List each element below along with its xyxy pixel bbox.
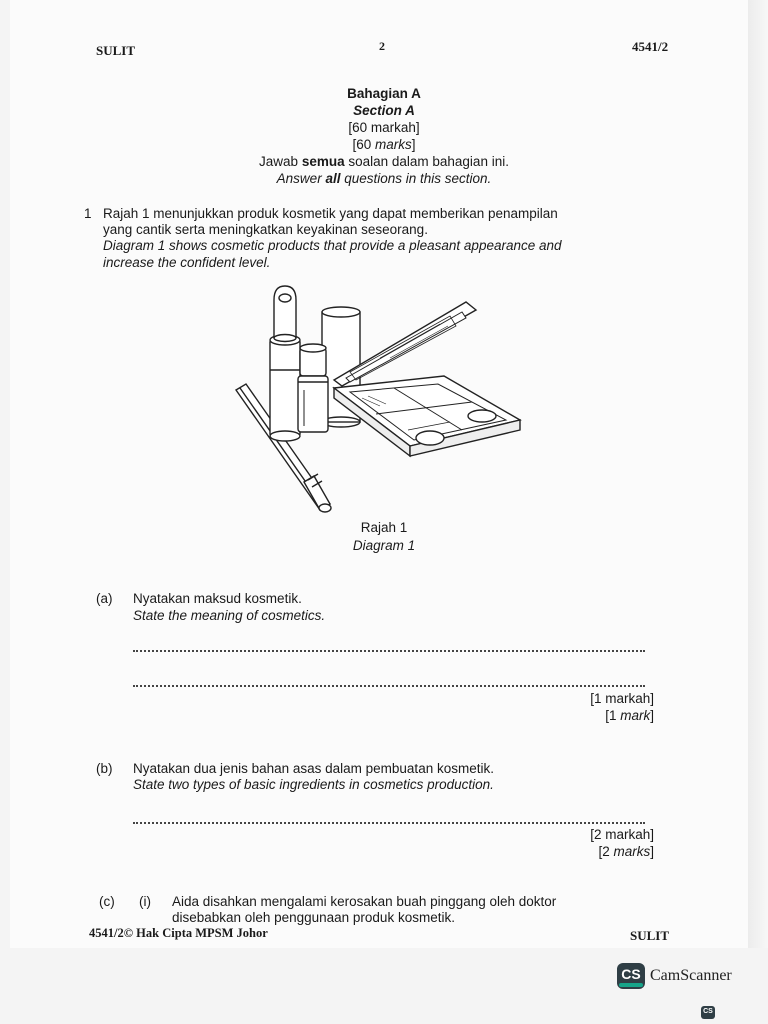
lipstick-icon [270, 286, 300, 441]
part-b-marks-ms: [2 markah] [590, 827, 654, 842]
camscanner-small-icon: CS [701, 1006, 715, 1019]
part-b-question-ms: Nyatakan dua jenis bahan asas dalam pembuatan kosmetik. [133, 761, 494, 776]
mascara-bottle-icon [298, 344, 328, 432]
question-line-en-2: increase the confident level. [103, 255, 271, 270]
footer-sulit: SULIT [630, 928, 670, 943]
camscanner-label: CamScanner [650, 967, 732, 984]
part-a-question-en: State the meaning of cosmetics. [133, 608, 326, 623]
section-title-ms: Bahagian A [347, 86, 421, 101]
paper-code: 4541/2 [632, 39, 669, 54]
part-a-label: (a) [96, 591, 113, 606]
question-line-en-1: Diagram 1 shows cosmetic products that provide a pleasant appearance and [103, 238, 562, 253]
eyeshadow-palette-icon [334, 376, 520, 456]
part-b-answer-line[interactable] [133, 822, 645, 824]
instruction-en: Answer all questions in this section. [276, 171, 492, 186]
diagram-caption-en: Diagram 1 [352, 538, 416, 553]
part-a-marks-ms: [1 markah] [590, 691, 654, 706]
part-b-question-en: State two types of basic ingredients in cosmetics production. [133, 777, 494, 792]
part-a-answer-line-2[interactable] [133, 685, 645, 687]
footer-copyright: 4541/2© Hak Cipta MPSM Johor [89, 926, 268, 940]
part-b-label: (b) [96, 761, 113, 776]
question-line-ms-2: yang cantik serta meningkatkan keyakinan seseorang. [103, 222, 428, 237]
part-a-marks-en: [1 mark] [605, 708, 654, 723]
part-c-line-2: disebabkan oleh penggunaan produk kosmetik. [172, 910, 455, 925]
section-marks-en: [60 marks] [352, 137, 416, 152]
page-number: 2 [379, 39, 385, 53]
section-marks-ms: [60 markah] [348, 120, 420, 135]
part-c-subpart-label: (i) [139, 894, 151, 909]
instruction-ms: Jawab semua soalan dalam bahagian ini. [259, 154, 509, 169]
cosmetics-diagram [230, 280, 530, 520]
header-sulit: SULIT [96, 43, 136, 58]
part-a-answer-line-1[interactable] [133, 650, 645, 652]
part-a-question-ms: Nyatakan maksud kosmetik. [133, 591, 302, 606]
part-c-line-1: Aida disahkan mengalami kerosakan buah pinggang oleh doktor [172, 894, 557, 909]
camscanner-logo-icon: CS [617, 963, 645, 989]
question-line-ms-1: Rajah 1 menunjukkan produk kosmetik yang dapat memberikan penampilan [103, 206, 558, 221]
part-c-label: (c) [99, 894, 115, 909]
part-b-marks-en: [2 marks] [598, 844, 654, 859]
section-title-en: Section A [353, 103, 415, 118]
diagram-caption-ms: Rajah 1 [360, 520, 408, 535]
question-number: 1 [84, 206, 92, 221]
